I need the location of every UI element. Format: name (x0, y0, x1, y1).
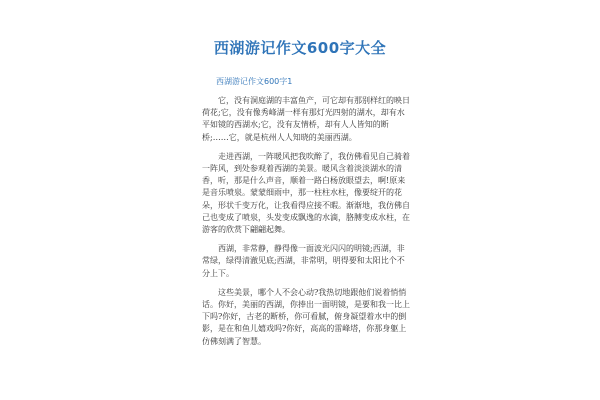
paragraph: 它，没有洞庭湖的丰富鱼产，可它却有那别样红的映日荷花;它，没有像秀峰湖一样有那灯光四射的湖水，却有水平如镜的西湖水;它，没有友情桥，却有人人皆知的断桥;……它，就是杭州人人知晓的美丽西湖。 (202, 96, 410, 142)
section-subtitle: 西湖游记作文600字1 (216, 77, 293, 86)
paragraph: 西湖，非常静，静得像一面波光闪闪的明镜;西湖，非常绿，绿得清澈见底;西湖，非常明，明得要和太阳比个不分上下。 (202, 244, 405, 278)
paragraph: 走进西湖，一阵暖风把我吹醉了，我仿佛看见自己骑着一阵风，到处参观着西湖的美景。暖风含着淡淡湖水的清香，听，那是什么声音，顺着一路白杨放眼望去，啊!原来是音乐喷泉。蒙蒙细雨中，那一柱柱水柱，像要绽开的花朵，形状千变万化，让我看得应接不暇。渐渐地，我仿佛自己也变成了喷泉，头发变成飘逸的水滴，胳膊变成水柱，在游客的欣赏下翩翩起舞。 (202, 151, 410, 235)
article-body (202, 95, 410, 355)
paragraph: 这些美景，哪个人不会心动?我热切地跟他们说着悄悄话。你好，美丽的西湖，你捧出一面明镜，是要和我一比上下吗?你好，古老的断桥，你可看腻，俯身凝望着水中的倒影，是在和鱼儿嬉戏吗?你好，高高的雷峰塔，你那身躯上仿佛刻满了智慧。 (202, 287, 410, 346)
document-title: 西湖游记作文600字大全 (213, 39, 387, 57)
